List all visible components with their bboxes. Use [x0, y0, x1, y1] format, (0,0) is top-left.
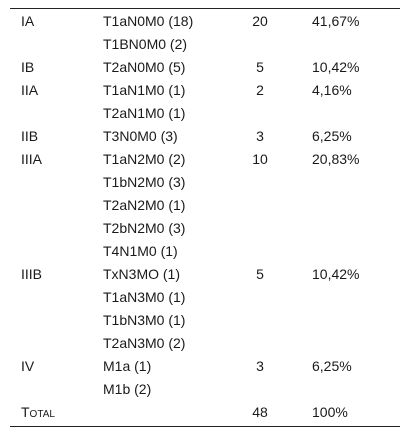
tnm-entry: T2aN1M0 (1) [103, 105, 186, 121]
tnm-entry: T2aN0M0 (5) [103, 59, 186, 75]
count-cell: 5 [256, 266, 264, 282]
stage-cell: IB [21, 59, 35, 75]
tnm-cell [92, 125, 222, 148]
table-row [10, 79, 400, 125]
table-row [10, 263, 400, 355]
tnm-entry: M1a (1) [103, 358, 152, 374]
count-cell: 3 [256, 358, 264, 374]
count-cell: 5 [256, 59, 264, 75]
count-cell: 10 [252, 151, 268, 167]
tnm-cell [92, 10, 222, 56]
count-cell: 20 [252, 13, 268, 29]
staging-table [10, 8, 400, 427]
total-row [10, 401, 400, 424]
tnm-entry: T1bN2M0 (3) [103, 174, 186, 190]
table-row [10, 125, 400, 148]
table-body [10, 9, 400, 426]
tnm-cell [92, 56, 222, 79]
stage-cell: IIIB [21, 266, 43, 282]
percent-cell: 41,67% [312, 13, 360, 29]
percent-cell: 10,42% [312, 266, 360, 282]
tnm-entry: T1BN0M0 (2) [103, 36, 188, 52]
stage-cell: IIB [21, 128, 39, 144]
percent-cell: 4,16% [312, 82, 352, 98]
percent-cell: 6,25% [312, 128, 352, 144]
tnm-entry: T1aN0M0 (18) [103, 13, 194, 29]
stage-cell: IIIA [21, 151, 43, 167]
tnm-entry: T2aN3M0 (2) [103, 335, 186, 351]
tnm-entry: T2bN2M0 (3) [103, 220, 186, 236]
count-cell: 3 [256, 128, 264, 144]
total-count: 48 [252, 404, 268, 420]
tnm-cell [92, 79, 222, 125]
percent-cell: 6,25% [312, 358, 352, 374]
percent-cell: 20,83% [312, 151, 360, 167]
total-percent: 100% [312, 404, 348, 420]
tnm-cell [92, 263, 222, 355]
percent-cell: 10,42% [312, 59, 360, 75]
tnm-entry: T1bN3M0 (1) [103, 312, 186, 328]
stage-cell: IIA [21, 82, 39, 98]
table-row [10, 10, 400, 56]
tnm-entry: M1b (2) [103, 381, 152, 397]
tnm-entry: T4N1M0 (1) [103, 243, 178, 259]
count-cell: 2 [256, 82, 264, 98]
tnm-cell [92, 355, 222, 401]
table-row [10, 56, 400, 79]
table-row [10, 355, 400, 401]
tnm-entry: T3N0M0 (3) [103, 128, 178, 144]
table-bottom-rule [10, 426, 400, 427]
tnm-entry: TxN3MO (1) [103, 266, 180, 282]
stage-cell: IA [21, 13, 35, 29]
total-label: Total [21, 404, 55, 420]
table-row [10, 148, 400, 263]
tnm-entry: T2aN2M0 (1) [103, 197, 186, 213]
stage-cell: IV [21, 358, 35, 374]
tnm-entry: T1aN3M0 (1) [103, 289, 186, 305]
tnm-entry: T1aN2M0 (2) [103, 151, 186, 167]
tnm-cell [92, 148, 222, 263]
tnm-entry: T1aN1M0 (1) [103, 82, 186, 98]
